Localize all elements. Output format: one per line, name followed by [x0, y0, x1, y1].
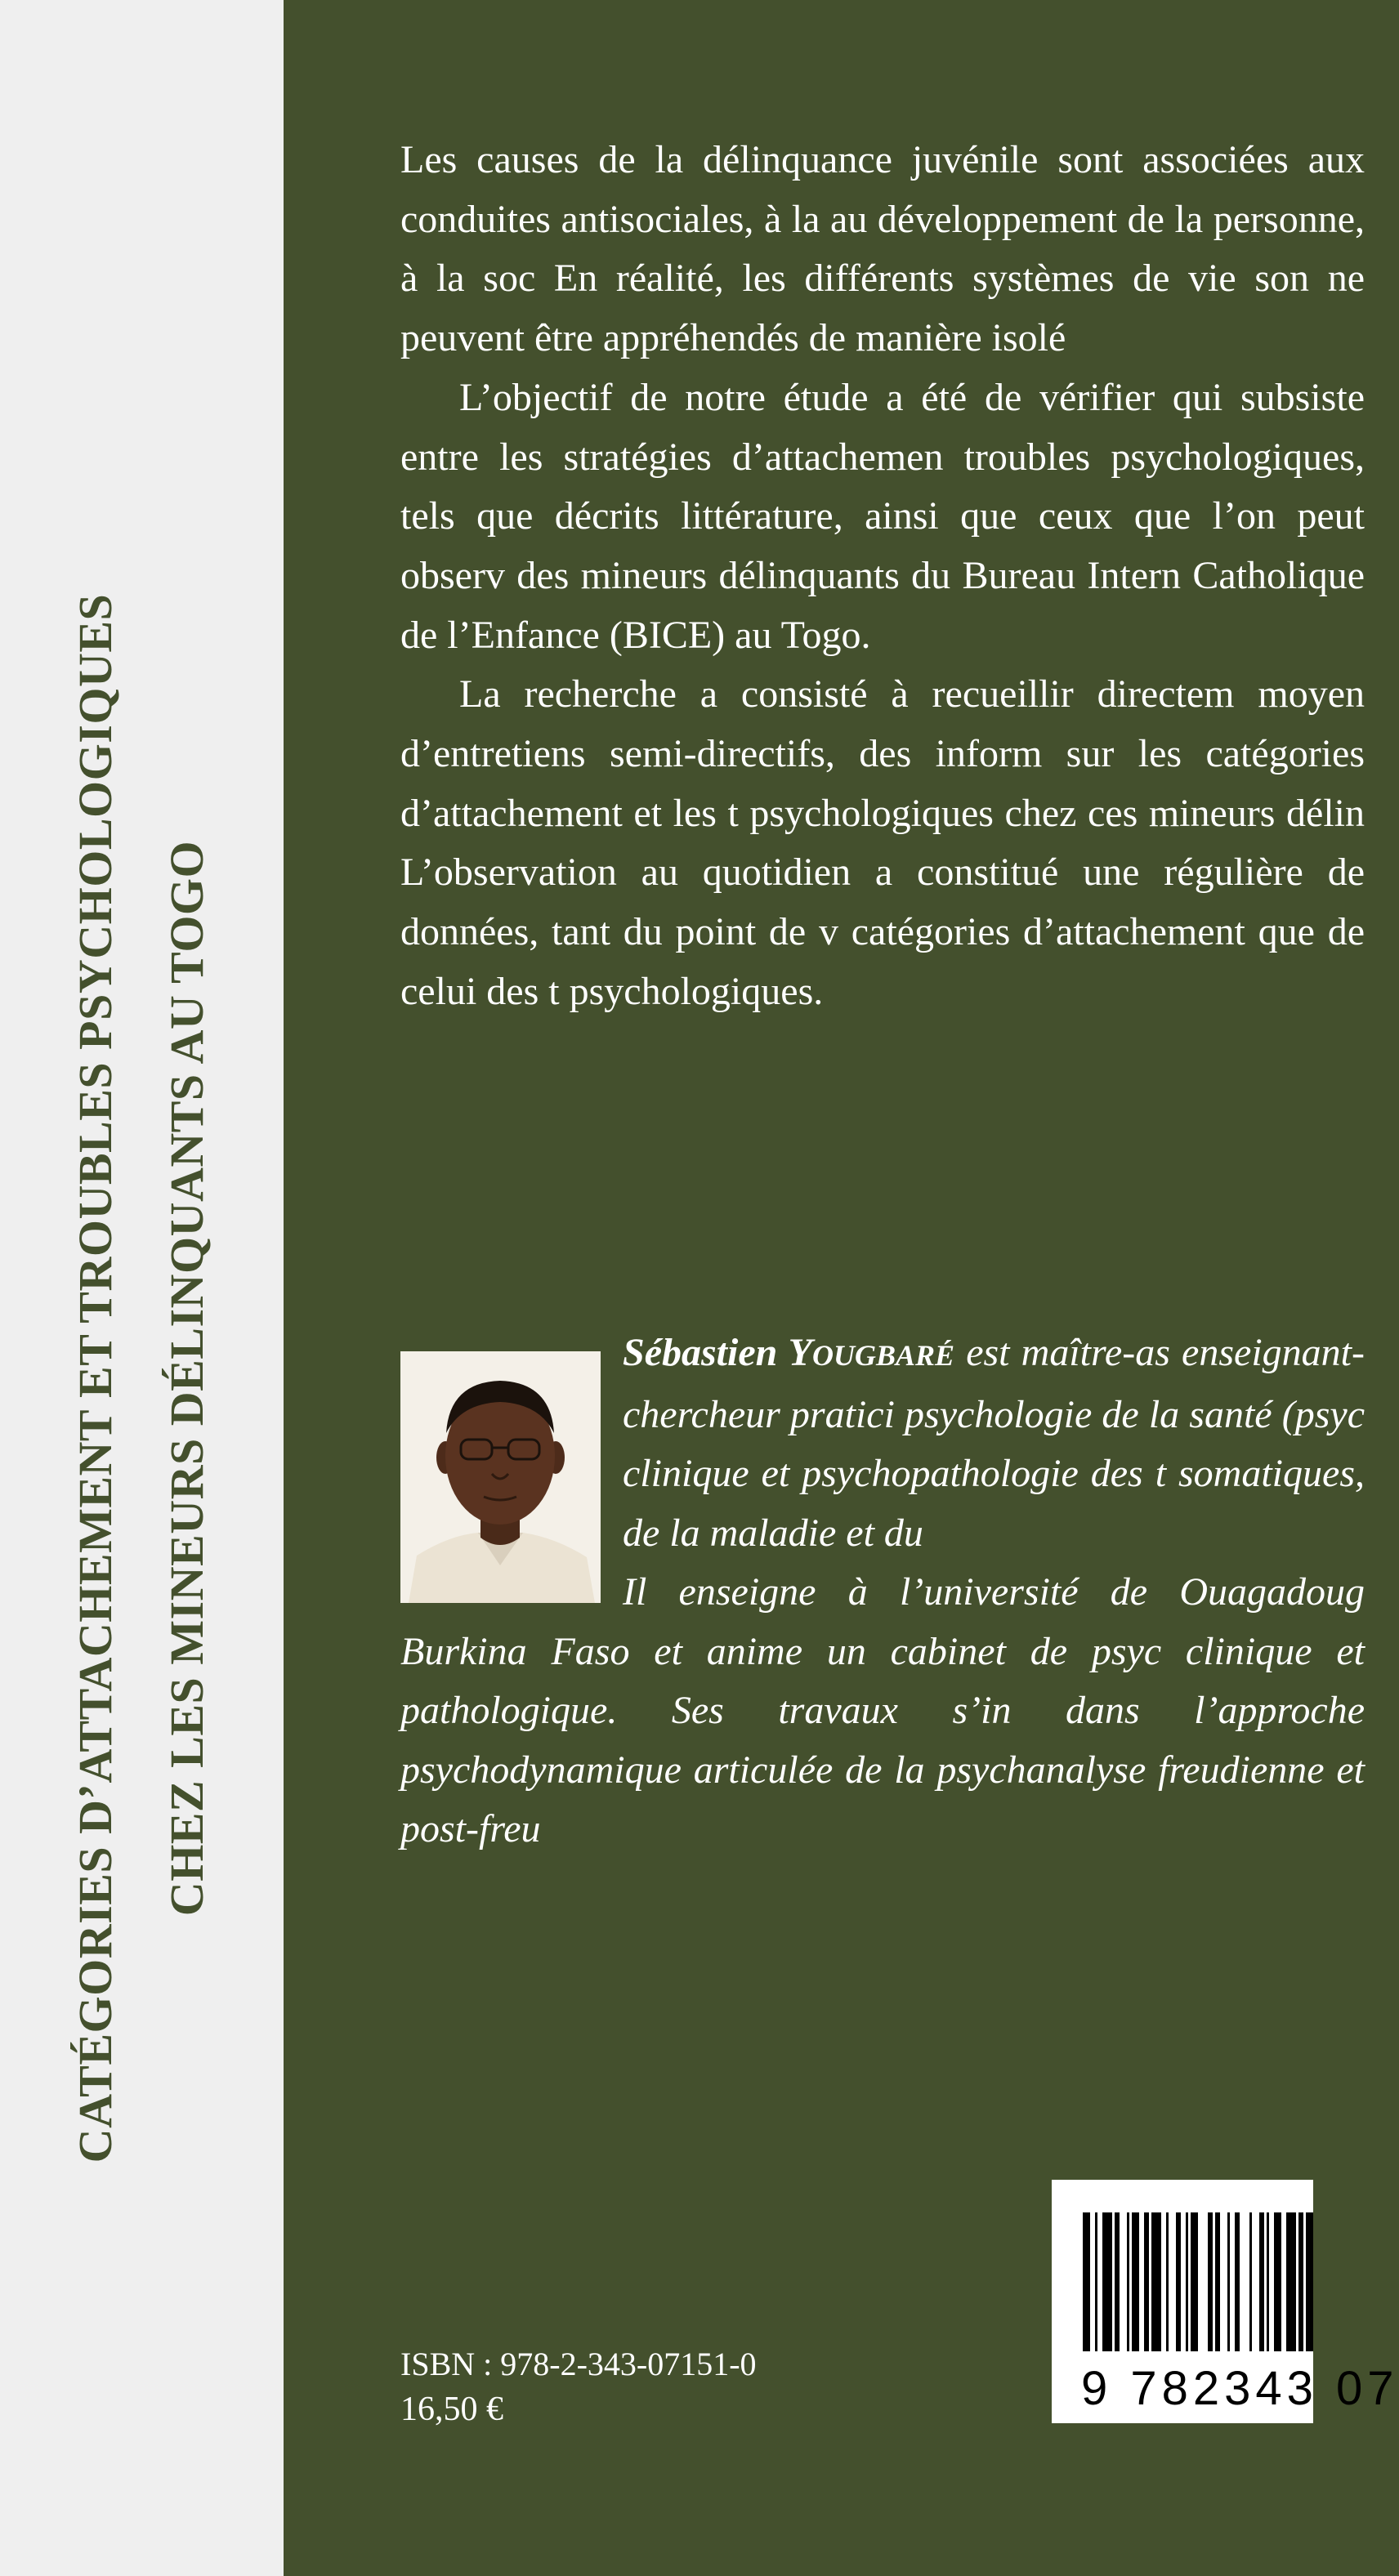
barcode-digits: 9 782343 07	[1081, 2362, 1399, 2415]
summary-paragraph-3: La recherche a consisté à recueillir directem moyen d’entretiens semi-directifs, des inform sur les catégories d’attachement et les t psychologiques chez ces mineurs délin L’observation au quotidien a constitué une régulière de données, tant du point de v catégories d’attachement que de celui des t psychologiques.	[400, 672, 1365, 1013]
barcode-bar	[1235, 2212, 1240, 2351]
barcode-bar	[1127, 2212, 1129, 2351]
author-bio-part-1: Sébastien YOUGBARÉ est maître-as enseignant-chercheur pratici psychologie de la santé (psyc clinique et psychopathologie des t somatiques, de la maladie et du	[623, 1331, 1365, 1555]
barcode-bar	[1267, 2212, 1269, 2351]
barcode-bar	[1151, 2212, 1161, 2351]
book-spine	[0, 0, 284, 2576]
price: 16,50 €	[400, 2391, 503, 2428]
spine-title	[50, 234, 233, 2522]
barcode-bar	[1259, 2212, 1264, 2351]
barcode-bar	[1102, 2212, 1112, 2351]
spine-title-line-2: CHEZ LES MINEURS DÉLINQUANTS AU TOGO	[160, 840, 213, 1917]
barcode-bar	[1144, 2212, 1149, 2351]
summary-text	[400, 131, 1365, 1022]
barcode	[1052, 2180, 1399, 2423]
back-cover-panel	[284, 0, 1399, 2576]
author-photo	[400, 1351, 601, 1603]
barcode-bar	[1274, 2212, 1281, 2351]
barcode-bar	[1249, 2212, 1252, 2351]
barcode-bar	[1306, 2212, 1313, 2351]
barcode-bar	[1115, 2212, 1120, 2351]
summary-paragraph-1: Les causes de la délinquance juvénile sont associées aux conduites antisociales, à la au développement de la personne, à la soc En réalité, les différents systèmes de vie son ne peuvent être appréhendés de manière isolé	[400, 138, 1365, 360]
barcode-bars-icon	[1052, 2180, 1313, 2355]
summary-paragraph-2: L’objectif de notre étude a été de vérifier qui subsiste entre les stratégies d’attachemen troubles psychologiques, tels que décrits littérature, ainsi que ceux que l’on peut observ des mineurs délinquants du Bureau Intern Catholique de l’Enfance (BICE) au Togo.	[400, 375, 1365, 657]
barcode-bar	[1083, 2212, 1090, 2351]
barcode-bar	[1298, 2212, 1303, 2351]
barcode-bar	[1186, 2212, 1188, 2351]
barcode-bar	[1095, 2212, 1097, 2351]
barcode-bar	[1215, 2212, 1220, 2351]
isbn: ISBN : 978-2-343-07151-0	[400, 2346, 757, 2382]
barcode-bar	[1176, 2212, 1181, 2351]
barcode-bar	[1208, 2212, 1213, 2351]
author-bio-part-2: Il enseigne à l’université de Ouagadoug Burkina Faso et anime un cabinet de psyc clinique et pathologique. Ses travaux s’in dans l’approche psychodynamique articulée de la psychanalyse freudienne et post-freu	[400, 1570, 1365, 1851]
spine-title-line-1: CATÉGORIES D’ATTACHEMENT ET TROUBLES PSYCHOLOGIQUES	[69, 593, 122, 2163]
author-name: Sébastien YOUGBARÉ	[623, 1331, 955, 1374]
barcode-bar	[1166, 2212, 1169, 2351]
barcode-bar	[1286, 2212, 1296, 2351]
barcode-bar	[1227, 2212, 1230, 2351]
author-portrait-icon	[400, 1351, 601, 1603]
barcode-bar	[1191, 2212, 1198, 2351]
barcode-bar	[1132, 2212, 1139, 2351]
